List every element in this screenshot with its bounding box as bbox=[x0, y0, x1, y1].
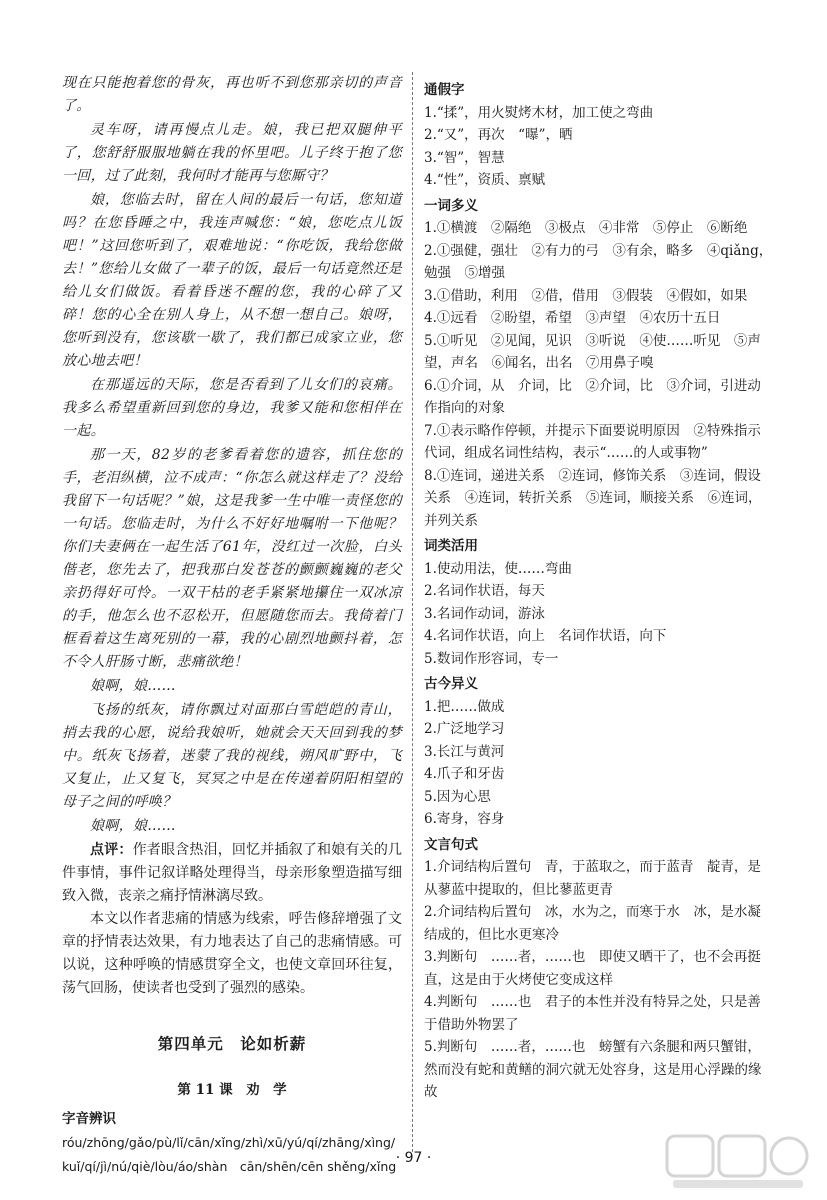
answer-line: 3.名词作动词，游泳 bbox=[424, 605, 545, 622]
column-divider bbox=[412, 72, 413, 1152]
essay-paragraph: 娘，您临去时，留在人间的最后一句话，您知道吗？在您昏睡之中，我连声喊您：“娘，您吃点儿饭吧！”这回您听到了，艰难地说：“你吃饭，我给您做去！”您给儿女做了一辈子的饭，最后一句话竟然还是给儿女们做饭。看着昏迷不醒的您，我的心碎了又碎！您的心全在别人身上，从不想一想自己。娘呀，您听到没有，您该歇一歇了，我们都已成家立业，您放心地去吧！ bbox=[62, 192, 402, 369]
answer-line: 2.广泛地学习 bbox=[424, 721, 505, 737]
answer-line: 5.数词作形容词，专一 bbox=[424, 650, 559, 667]
section-heading: 通假字 bbox=[424, 82, 465, 98]
answer-line: 8.①连词，递进关系 ②连词，修饰关系 ③连词，假设关系 ④连词，转折关系 ⑤连词，顺接关系 ⑥连词，并列关系 bbox=[424, 467, 762, 529]
answer-line: 7.①表示略作停顿，并提示下面要说明原因 ②特殊指示代词，组成名词性结构，表示“……的人或事物” bbox=[424, 422, 761, 461]
answer-line: 1.介词结构后置句 青，于蓝取之，而于蓝青 靛青，是从蓼蓝中提取的，但比蓼蓝更青 bbox=[424, 859, 761, 898]
answer-line: 3.判断句 ……者，……也 即使又晒干了，也不会再挺直，这是由于火烤使它变成这样 bbox=[424, 949, 761, 988]
essay-paragraph: 娘啊，娘…… bbox=[90, 818, 176, 834]
review-text: 作者眼含热泪，回忆并插叙了和娘有关的几件事情，事件记叙详略处理得当，母亲形象塑造描写细致入微，丧亲之痛抒情淋漓尽致。 bbox=[62, 842, 403, 904]
essay-paragraph: 娘啊，娘…… bbox=[90, 678, 176, 694]
answer-line: 4.“性”，资质、禀赋 bbox=[424, 172, 546, 188]
left-column bbox=[62, 72, 402, 1179]
section-heading: 文言句式 bbox=[424, 836, 478, 853]
answer-line: 5.①听见 ②见闻，见识 ③听说 ④使……听见 ⑤声望，声名 ⑥闻名，出名 ⑦用鼻子嗅 bbox=[424, 332, 761, 371]
section-heading: 古今异义 bbox=[424, 676, 478, 692]
answer-line: 5.因为心思 bbox=[424, 788, 491, 805]
pinyin-answers: róu/zhōng/gǎo/pù/lǐ/cān/xǐng/zhì/xū/yú/qí/zhāng/xìng/kuǐ/qí/jì/nú/qiè/lòu/áo/shàn cān/shēn/cēn shěng/xǐng bbox=[62, 1135, 397, 1174]
answer-line: 1.把……做成 bbox=[424, 698, 505, 715]
answer-line: 3.①借助，利用 ②借，借用 ③假装 ④假如，如果 bbox=[424, 287, 748, 304]
section-heading: 一词多义 bbox=[424, 197, 478, 214]
essay-paragraph: 飞扬的纸灰，请你飘过对面那白雪皑皑的青山，捎去我的心愿，说给我娘听，她就会天天回到我的梦中。纸灰飞扬着，迷蒙了我的视线，朔风旷野中，飞又复止，止又复飞，冥冥之中是在传递着阴阳相望的母子之间的呼唤？ bbox=[62, 702, 402, 810]
answer-line: 2.名词作状语，每天 bbox=[424, 583, 545, 599]
essay-paragraph: 那一天，82岁的老爹看着您的遗容，抓住您的手，老泪纵横，泣不成声：“你怎么就这样走了？没给我留下一句话呢？”娘，这是我爹一生中唯一责怪您的一句话。您临走时，为什么不好好地嘱咐一下他呢？你们夫妻俩在一起生活了61年，没红过一次脸，白头偕老，您先去了，把我那白发苍苍的颤颤巍巍的老父亲扔得好可怜。一双干枯的老手紧紧地攥住一双冰凉的手，他怎么也不忍松开，但愿随您而去。我倚着门框看着这生离死别的一幕，我的心剧烈地颤抖着，怎不令人肝肠寸断，悲痛欲绝！ bbox=[62, 447, 402, 670]
summary-paragraph: 本文以作者悲痛的情感为线索，呼告修辞增强了文章的抒情表达效果，有力地表达了自己的悲痛情感。可以说，这种呼唤的情感贯穿全文，也使文章回环往复，荡气回肠，使读者也受到了强烈的感染。 bbox=[62, 911, 402, 996]
section-wenyanjushi bbox=[424, 834, 774, 1104]
answer-line: 2.①强健，强壮 ②有力的弓 ③有余，略多 ④qiǎng，勉强 ⑤增强 bbox=[424, 242, 773, 281]
section-gujinyiyi bbox=[424, 673, 774, 831]
essay-paragraph: 灵车呀，请再慢点儿走。娘，我已把双腿伸平了，您舒舒服服地躺在我的怀里吧。儿子终于抱了您一回，过了此刻，我何时才能再与您厮守？ bbox=[62, 122, 402, 184]
answer-line: 3.“智”，智慧 bbox=[424, 149, 505, 166]
answer-line: 3.长江与黄河 bbox=[424, 743, 505, 760]
section-heading: 词类活用 bbox=[424, 538, 478, 554]
answer-line: 1.①横渡 ②隔绝 ③极点 ④非常 ⑤停止 ⑥断绝 bbox=[424, 220, 748, 236]
pronunciation-heading: 字音辨识 bbox=[62, 1111, 116, 1127]
answer-line: 2.“又”，再次 “曝”，晒 bbox=[424, 127, 573, 143]
answer-line: 1.“揉”，用火熨烤木材，加工使之弯曲 bbox=[424, 104, 654, 121]
section-yiciduoyi bbox=[424, 195, 774, 533]
review-label: 点评： bbox=[90, 842, 133, 858]
answer-line: 4.爪子和牙齿 bbox=[424, 766, 505, 782]
answer-line: 2.介词结构后置句 冰，水为之，而寒于水 冰，是水凝结成的，但比水更寒冷 bbox=[424, 904, 761, 943]
review-paragraph bbox=[62, 839, 402, 908]
answer-line: 5.判断句 ……者，……也 螃蟹有六条腿和两只蟹钳，然而没有蛇和黄鳝的洞穴就无处容身，这是用心浮躁的缘故 bbox=[424, 1039, 762, 1100]
right-column bbox=[424, 76, 774, 1104]
essay-paragraph: 在那遥远的天际，您是否看到了儿女们的哀痛。我多么希望重新回到您的身边，我爹又能和您相伴在一起。 bbox=[62, 377, 402, 439]
answer-line: 4.名词作状语，向上 名词作状语，向下 bbox=[424, 628, 667, 644]
answer-line: 4.①远看 ②盼望，希望 ③声望 ④农历十五日 bbox=[424, 310, 721, 326]
answer-line: 1.使动用法，使……弯曲 bbox=[424, 560, 572, 577]
answer-line: 6.①介词，从 介词，比 ②介词，比 ③介词，引进动作指向的对象 bbox=[424, 377, 761, 416]
answer-line: 4.判断句 ……也 君子的本性并没有特异之处，只是善于借助外物罢了 bbox=[424, 994, 761, 1033]
section-cileihuoyong bbox=[424, 535, 774, 670]
answer-line: 6.寄身，容身 bbox=[424, 811, 505, 827]
lesson-title: 第 11 课 劝 学 bbox=[177, 1082, 287, 1098]
watermark-logo-icon bbox=[663, 1130, 813, 1192]
section-tongjiazi bbox=[424, 79, 774, 192]
unit-title: 第四单元 论如析薪 bbox=[157, 1034, 307, 1053]
essay-paragraph: 现在只能抱着您的骨灰，再也听不到您那亲切的声音了。 bbox=[62, 75, 402, 114]
page-number: · 97 · bbox=[395, 1150, 432, 1166]
